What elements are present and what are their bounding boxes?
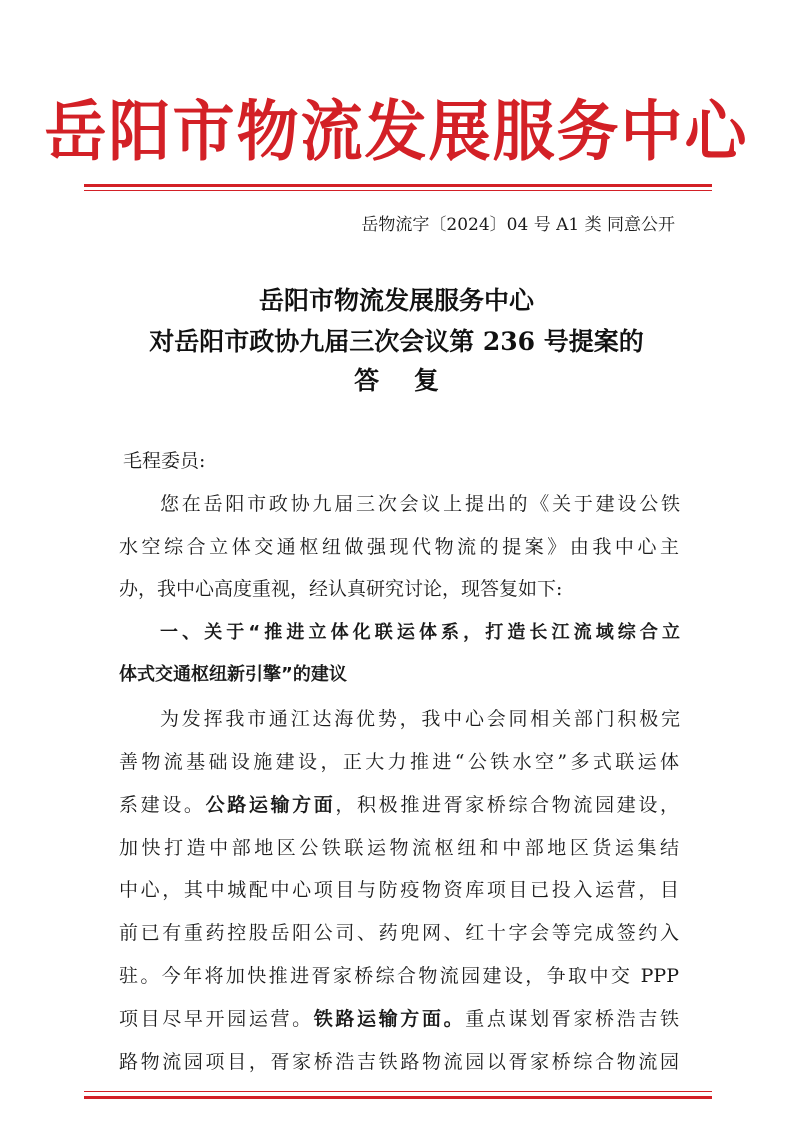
text-run: 项目尽早开园运营。 bbox=[119, 1008, 314, 1030]
paragraph-line: 善物流基础设施建设，正大力推进“公铁水空”多式联运体 bbox=[119, 751, 679, 773]
title-line-3: 答 复 bbox=[354, 366, 439, 395]
paragraph-line: 水空综合立体交通枢纽做强现代物流的提案》由我中心主 bbox=[119, 536, 679, 558]
text-run: 系建设。 bbox=[119, 794, 206, 816]
text-run: ，积极推进胥家桥综合物流园建设， bbox=[335, 794, 679, 816]
bold-run-road-transport: 公路运输方面 bbox=[205, 794, 336, 816]
masthead-rule-thick bbox=[84, 184, 712, 187]
bold-run-rail-transport: 铁路运输方面。 bbox=[313, 1008, 466, 1030]
paragraph-line: 加快打造中部地区公铁联运物流枢纽和中部地区货运集结 bbox=[119, 837, 679, 859]
section-heading-line: 体式交通枢纽新引擎”的建议 bbox=[119, 664, 347, 685]
paragraph-line bbox=[119, 1002, 679, 1036]
paragraph-line: 驻。今年将加快推进胥家桥综合物流园建设，争取中交 PPP bbox=[119, 965, 679, 987]
paragraph-line: 办，我中心高度重视，经认真研究讨论，现答复如下: bbox=[119, 578, 563, 600]
title-line-2: 对岳阳市政协九届三次会议第 236 号提案的 bbox=[149, 327, 644, 356]
paragraph-line: 前已有重药控股岳阳公司、药兜网、红十字会等完成签约入 bbox=[119, 922, 679, 944]
paragraph-line: 路物流园项目，胥家桥浩吉铁路物流园以胥家桥综合物流园 bbox=[119, 1051, 679, 1073]
paragraph-line: 为发挥我市通江达海优势，我中心会同相关部门积极完 bbox=[160, 708, 680, 730]
paragraph-line: 您在岳阳市政协九届三次会议上提出的《关于建设公铁 bbox=[160, 493, 680, 515]
title-line-1: 岳阳市物流发展服务中心 bbox=[258, 286, 534, 315]
paragraph-line bbox=[119, 788, 679, 822]
salutation: 毛程委员: bbox=[123, 450, 206, 472]
footer-rule-thick bbox=[84, 1096, 712, 1099]
masthead-rule-thin bbox=[84, 190, 712, 191]
text-run: 重点谋划胥家桥浩吉铁 bbox=[465, 1008, 679, 1030]
section-heading-line: 一、关于“推进立体化联运体系，打造长江流域综合立 bbox=[160, 622, 680, 643]
document-number: 岳物流字〔2024〕04 号 A1 类 同意公开 bbox=[361, 215, 675, 235]
masthead-org-name: 岳阳市物流发展服务中心 bbox=[44, 93, 749, 170]
footer-rule-thin bbox=[84, 1091, 712, 1092]
paragraph-line: 中心，其中城配中心项目与防疫物资库项目已投入运营，目 bbox=[119, 879, 679, 901]
